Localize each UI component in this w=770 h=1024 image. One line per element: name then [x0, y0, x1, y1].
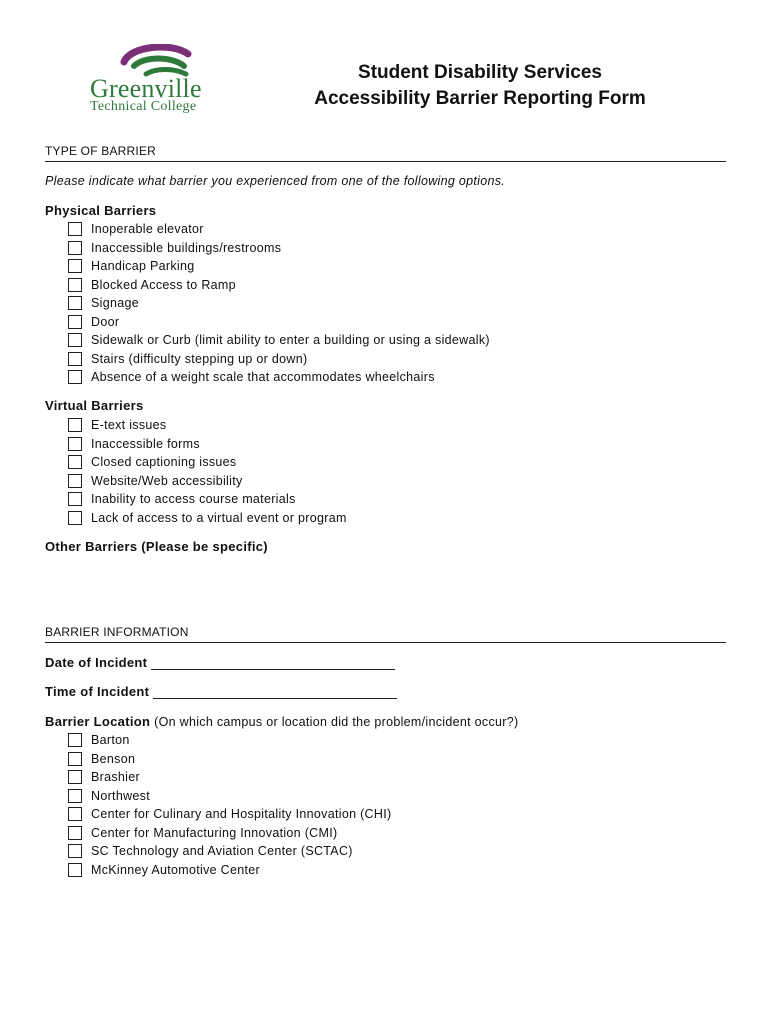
location-option-label: Center for Culinary and Hospitality Innovation (CHI) [91, 807, 392, 822]
checkbox[interactable] [68, 844, 82, 858]
location-option-label: Northwest [91, 788, 150, 803]
checkbox[interactable] [68, 278, 82, 292]
checkbox[interactable] [68, 352, 82, 366]
checkbox[interactable] [68, 789, 82, 803]
physical-option[interactable] [68, 294, 490, 313]
checkbox[interactable] [68, 418, 82, 432]
time-of-incident-field [45, 684, 397, 699]
virtual-barriers-title: Virtual Barriers [45, 398, 144, 413]
date-of-incident-field [45, 655, 395, 670]
physical-option-label: Inaccessible buildings/restrooms [91, 240, 282, 255]
location-option-label: Center for Manufacturing Innovation (CMI) [91, 825, 338, 840]
physical-option-label: Sidewalk or Curb (limit ability to enter a building or using a sidewalk) [91, 333, 490, 348]
virtual-option[interactable] [68, 472, 347, 491]
location-option[interactable] [68, 750, 391, 769]
physical-option[interactable] [68, 220, 490, 239]
section-divider [45, 161, 726, 162]
virtual-option-label: E-text issues [91, 418, 167, 433]
location-option[interactable] [68, 861, 391, 880]
checkbox[interactable] [68, 474, 82, 488]
checkbox[interactable] [68, 863, 82, 877]
date-input-line[interactable] [151, 657, 395, 670]
physical-option[interactable] [68, 239, 490, 258]
physical-option[interactable] [68, 368, 490, 387]
checkbox[interactable] [68, 370, 82, 384]
location-option[interactable] [68, 768, 391, 787]
physical-barriers-title: Physical Barriers [45, 203, 157, 218]
location-option[interactable] [68, 824, 391, 843]
college-logo [86, 44, 222, 118]
section-divider [45, 642, 726, 643]
title-line-1: Student Disability Services [358, 62, 602, 83]
checkbox[interactable] [68, 241, 82, 255]
virtual-option[interactable] [68, 435, 347, 454]
location-option[interactable] [68, 731, 391, 750]
title-line-2: Accessibility Barrier Reporting Form [314, 88, 646, 109]
physical-option-label: Stairs (difficulty stepping up or down) [91, 351, 308, 366]
checkbox[interactable] [68, 222, 82, 236]
location-note: (On which campus or location did the problem/incident occur?) [154, 715, 519, 729]
virtual-option[interactable] [68, 453, 347, 472]
instructions-text: Please indicate what barrier you experienced from one of the following options. [45, 174, 506, 188]
checkbox[interactable] [68, 455, 82, 469]
logo-text-line1: Greenville [90, 74, 202, 103]
physical-option-label: Inoperable elevator [91, 222, 204, 237]
virtual-option-label: Lack of access to a virtual event or program [91, 510, 347, 525]
location-option-label: Brashier [91, 770, 140, 785]
checkbox[interactable] [68, 770, 82, 784]
location-option-label: Benson [91, 751, 136, 766]
checkbox[interactable] [68, 826, 82, 840]
location-list [68, 731, 391, 879]
section-heading-info: BARRIER INFORMATION [45, 625, 189, 639]
physical-option-label: Absence of a weight scale that accommodates wheelchairs [91, 370, 435, 385]
physical-option[interactable] [68, 331, 490, 350]
virtual-option-label: Closed captioning issues [91, 455, 237, 470]
virtual-option[interactable] [68, 490, 347, 509]
logo-text-line2: Technical College [90, 99, 197, 114]
checkbox[interactable] [68, 296, 82, 310]
checkbox[interactable] [68, 807, 82, 821]
checkbox[interactable] [68, 752, 82, 766]
date-label: Date of Incident [45, 655, 148, 670]
virtual-option-label: Inaccessible forms [91, 436, 200, 451]
checkbox[interactable] [68, 315, 82, 329]
checkbox[interactable] [68, 492, 82, 506]
page-title [270, 60, 690, 112]
physical-option[interactable] [68, 257, 490, 276]
barrier-location-heading [45, 714, 518, 729]
virtual-option-label: Inability to access course materials [91, 492, 296, 507]
other-barriers-title: Other Barriers (Please be specific) [45, 539, 268, 554]
time-input-line[interactable] [153, 686, 397, 699]
physical-barriers-list [68, 220, 490, 387]
location-option[interactable] [68, 842, 391, 861]
section-heading-type: TYPE OF BARRIER [45, 144, 157, 158]
location-option[interactable] [68, 787, 391, 806]
virtual-barriers-list [68, 416, 347, 527]
physical-option-label: Blocked Access to Ramp [91, 277, 236, 292]
physical-option-label: Signage [91, 296, 139, 311]
location-option[interactable] [68, 805, 391, 824]
virtual-option[interactable] [68, 416, 347, 435]
location-label: Barrier Location [45, 714, 151, 729]
checkbox[interactable] [68, 437, 82, 451]
time-label: Time of Incident [45, 684, 150, 699]
location-option-label: McKinney Automotive Center [91, 862, 260, 877]
location-option-label: SC Technology and Aviation Center (SCTAC) [91, 844, 353, 859]
physical-option-label: Handicap Parking [91, 259, 195, 274]
location-option-label: Barton [91, 733, 130, 748]
checkbox[interactable] [68, 333, 82, 347]
checkbox[interactable] [68, 733, 82, 747]
checkbox[interactable] [68, 511, 82, 525]
virtual-option-label: Website/Web accessibility [91, 473, 243, 488]
physical-option[interactable] [68, 350, 490, 369]
physical-option-label: Door [91, 314, 120, 329]
physical-option[interactable] [68, 313, 490, 332]
virtual-option[interactable] [68, 509, 347, 528]
checkbox[interactable] [68, 259, 82, 273]
physical-option[interactable] [68, 276, 490, 295]
